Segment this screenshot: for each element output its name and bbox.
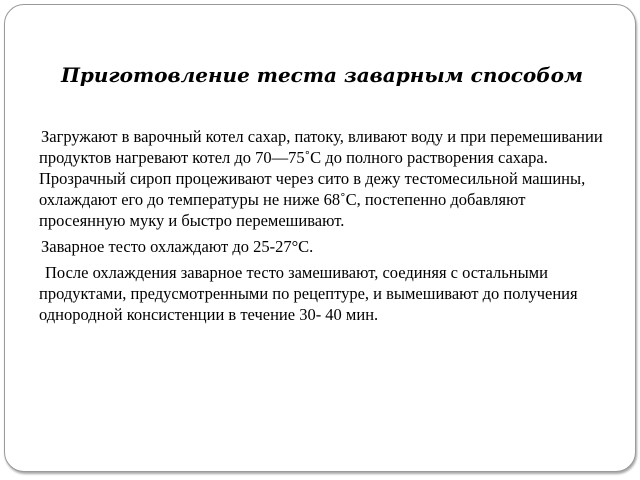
slide-frame [4,4,636,472]
slide-body [39,126,611,330]
paragraph-dough-preparation: Загружают в варочный котел сахар, патоку, вливают воду и при перемешивании продуктов нагревают котел до 70—75˚С до полного растворения сахара. Прозрачный сироп процеживают через сито в дежу тестомесильной машины, охлаждают его до температуры не ниже 68˚С, постепенно добавляют просеянную муку и быстро перемешивают. [39,127,603,230]
paragraph-kneading: После охлаждения заварное тесто замешивают, соединяя с остальными продуктами, предусмотренными по рецептуре, и вымешивают до получения однородной консистенции в течение 30- 40 мин. [39,263,578,324]
slide-title: Приготовление теста заварным способом [60,63,584,87]
paragraph-cooling: Заварное тесто охлаждают до 25-27°С. [41,237,314,256]
